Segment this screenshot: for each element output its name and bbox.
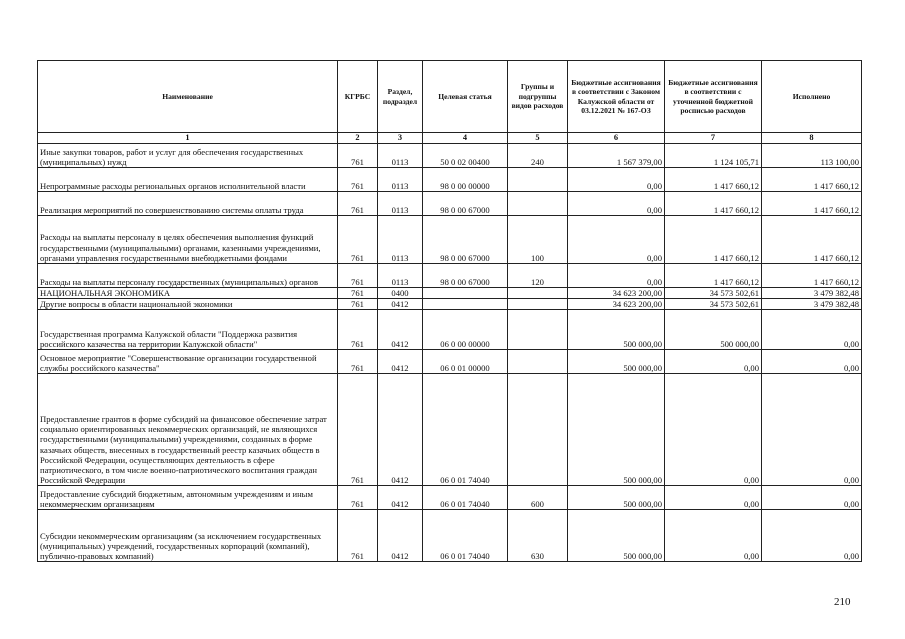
row-law: 0,00 [568,215,665,263]
row-refined: 0,00 [665,350,762,374]
row-target: 06 0 01 74040 [423,486,508,510]
row-kgrbs: 761 [338,310,378,350]
row-section: 0412 [378,486,423,510]
row-section: 0412 [378,299,423,310]
row-done: 0,00 [762,486,862,510]
row-done: 0,00 [762,510,862,562]
row-refined: 34 573 502,61 [665,299,762,310]
column-number: 1 [38,133,338,144]
row-refined: 0,00 [665,486,762,510]
row-refined: 0,00 [665,374,762,486]
row-kgrbs: 761 [338,486,378,510]
row-law: 0,00 [568,263,665,287]
row-law: 500 000,00 [568,374,665,486]
page-number: 210 [834,596,851,608]
header-section: Раздел, подраздел [378,61,423,133]
row-refined: 0,00 [665,510,762,562]
table-row [38,510,862,562]
header-law: Бюджетные ассигнования в соответствии с Законом Калужской области от 03.12.2021 № 167-ОЗ [568,61,665,133]
row-kgrbs: 761 [338,510,378,562]
row-group [508,299,568,310]
row-target [423,287,508,298]
row-name: Реализация мероприятий по совершенствованию системы оплаты труда [38,191,338,215]
column-number: 2 [338,133,378,144]
row-group [508,350,568,374]
row-section: 0412 [378,510,423,562]
row-group [508,287,568,298]
row-law: 500 000,00 [568,486,665,510]
table-row [38,299,862,310]
row-group: 630 [508,510,568,562]
row-done: 3 479 382,48 [762,287,862,298]
table-row [38,310,862,350]
row-section: 0113 [378,263,423,287]
row-law: 1 567 379,00 [568,143,665,167]
table-row [38,374,862,486]
row-name: Субсидии некоммерческим организациям (за исключением государственных (муниципальных) учреждений, государственных корпораций (компаний), публично-правовых компаний) [38,510,338,562]
row-group: 100 [508,215,568,263]
column-number: 4 [423,133,508,144]
row-name: Государственная программа Калужской области "Поддержка развития российского казачества на территории Калужской области" [38,310,338,350]
table-row [38,263,862,287]
row-group: 120 [508,263,568,287]
column-number-row [38,133,862,144]
row-name: Иные закупки товаров, работ и услуг для обеспечения государственных (муниципальных) нужд [38,143,338,167]
row-done: 113 100,00 [762,143,862,167]
row-name: Расходы на выплаты персоналу в целях обеспечения выполнения функций государственными (муниципальными) органами, казенными учреждениями, органами управления государственными внебюджетными фондами [38,215,338,263]
row-law: 34 623 200,00 [568,287,665,298]
row-kgrbs: 761 [338,350,378,374]
row-refined: 1 124 105,71 [665,143,762,167]
row-target: 06 0 01 74040 [423,510,508,562]
row-kgrbs: 761 [338,143,378,167]
row-section: 0113 [378,143,423,167]
row-law: 0,00 [568,191,665,215]
column-number: 8 [762,133,862,144]
column-number: 6 [568,133,665,144]
row-target: 98 0 00 67000 [423,191,508,215]
row-name: Предоставление грантов в форме субсидий на финансовое обеспечение затрат социально ориентированных некоммерческих организаций, не являющихся государственными (муниципальными) учреждениями, созданных в форме казачьих обществ, внесенных в государственный реестр казачьих обществ в Российской Федерации, осуществляющих деятельность в сфере патриотического, в том числе военно-патриотического воспитания граждан Российской Федерации [38,374,338,486]
row-group [508,374,568,486]
row-name: Непрограммные расходы региональных органов исполнительной власти [38,167,338,191]
row-law: 500 000,00 [568,350,665,374]
row-name: Другие вопросы в области национальной экономики [38,299,338,310]
row-kgrbs: 761 [338,287,378,298]
table-row [38,287,862,298]
row-target: 50 0 02 00400 [423,143,508,167]
row-done: 1 417 660,12 [762,167,862,191]
row-group: 240 [508,143,568,167]
budget-table [37,60,862,562]
row-kgrbs: 761 [338,191,378,215]
row-done: 0,00 [762,374,862,486]
header-kgrbs: КГРБС [338,61,378,133]
row-group [508,191,568,215]
row-kgrbs: 761 [338,374,378,486]
row-refined: 34 573 502,61 [665,287,762,298]
header-name: Наименование [38,61,338,133]
column-number: 7 [665,133,762,144]
row-done: 1 417 660,12 [762,191,862,215]
row-kgrbs: 761 [338,167,378,191]
row-target: 06 0 00 00000 [423,310,508,350]
row-section: 0113 [378,215,423,263]
row-refined: 1 417 660,12 [665,215,762,263]
row-target: 06 0 01 00000 [423,350,508,374]
row-target: 98 0 00 67000 [423,263,508,287]
row-name: Основное мероприятие "Совершенствование организации государственной службы российского казачества" [38,350,338,374]
row-done: 0,00 [762,310,862,350]
row-name: НАЦИОНАЛЬНАЯ ЭКОНОМИКА [38,287,338,298]
row-name: Расходы на выплаты персоналу государственных (муниципальных) органов [38,263,338,287]
row-section: 0113 [378,167,423,191]
table-row [38,215,862,263]
row-done: 1 417 660,12 [762,263,862,287]
row-law: 500 000,00 [568,310,665,350]
row-done: 3 479 382,48 [762,299,862,310]
header-done: Исполнено [762,61,862,133]
column-number: 3 [378,133,423,144]
row-kgrbs: 761 [338,215,378,263]
row-refined: 1 417 660,12 [665,191,762,215]
row-section: 0113 [378,191,423,215]
header-groups: Группы и подгруппы видов расходов [508,61,568,133]
row-kgrbs: 761 [338,263,378,287]
row-done: 0,00 [762,350,862,374]
header-target: Целевая статья [423,61,508,133]
row-law: 500 000,00 [568,510,665,562]
header-row [38,61,862,133]
table-row [38,486,862,510]
table-row [38,350,862,374]
row-section: 0412 [378,374,423,486]
table-row [38,143,862,167]
row-law: 34 623 200,00 [568,299,665,310]
row-group: 600 [508,486,568,510]
row-target [423,299,508,310]
row-kgrbs: 761 [338,299,378,310]
row-group [508,310,568,350]
column-number: 5 [508,133,568,144]
table-row [38,191,862,215]
row-refined: 500 000,00 [665,310,762,350]
header-refined: Бюджетные ассигнования в соответствии с уточненной бюджетной росписью расходов [665,61,762,133]
row-done: 1 417 660,12 [762,215,862,263]
row-target: 98 0 00 67000 [423,215,508,263]
row-name: Предоставление субсидий бюджетным, автономным учреждениям и иным некоммерческим организациям [38,486,338,510]
row-section: 0412 [378,350,423,374]
row-target: 98 0 00 00000 [423,167,508,191]
row-section: 0400 [378,287,423,298]
row-target: 06 0 01 74040 [423,374,508,486]
row-law: 0,00 [568,167,665,191]
table-row [38,167,862,191]
row-refined: 1 417 660,12 [665,263,762,287]
row-group [508,167,568,191]
row-refined: 1 417 660,12 [665,167,762,191]
row-section: 0412 [378,310,423,350]
